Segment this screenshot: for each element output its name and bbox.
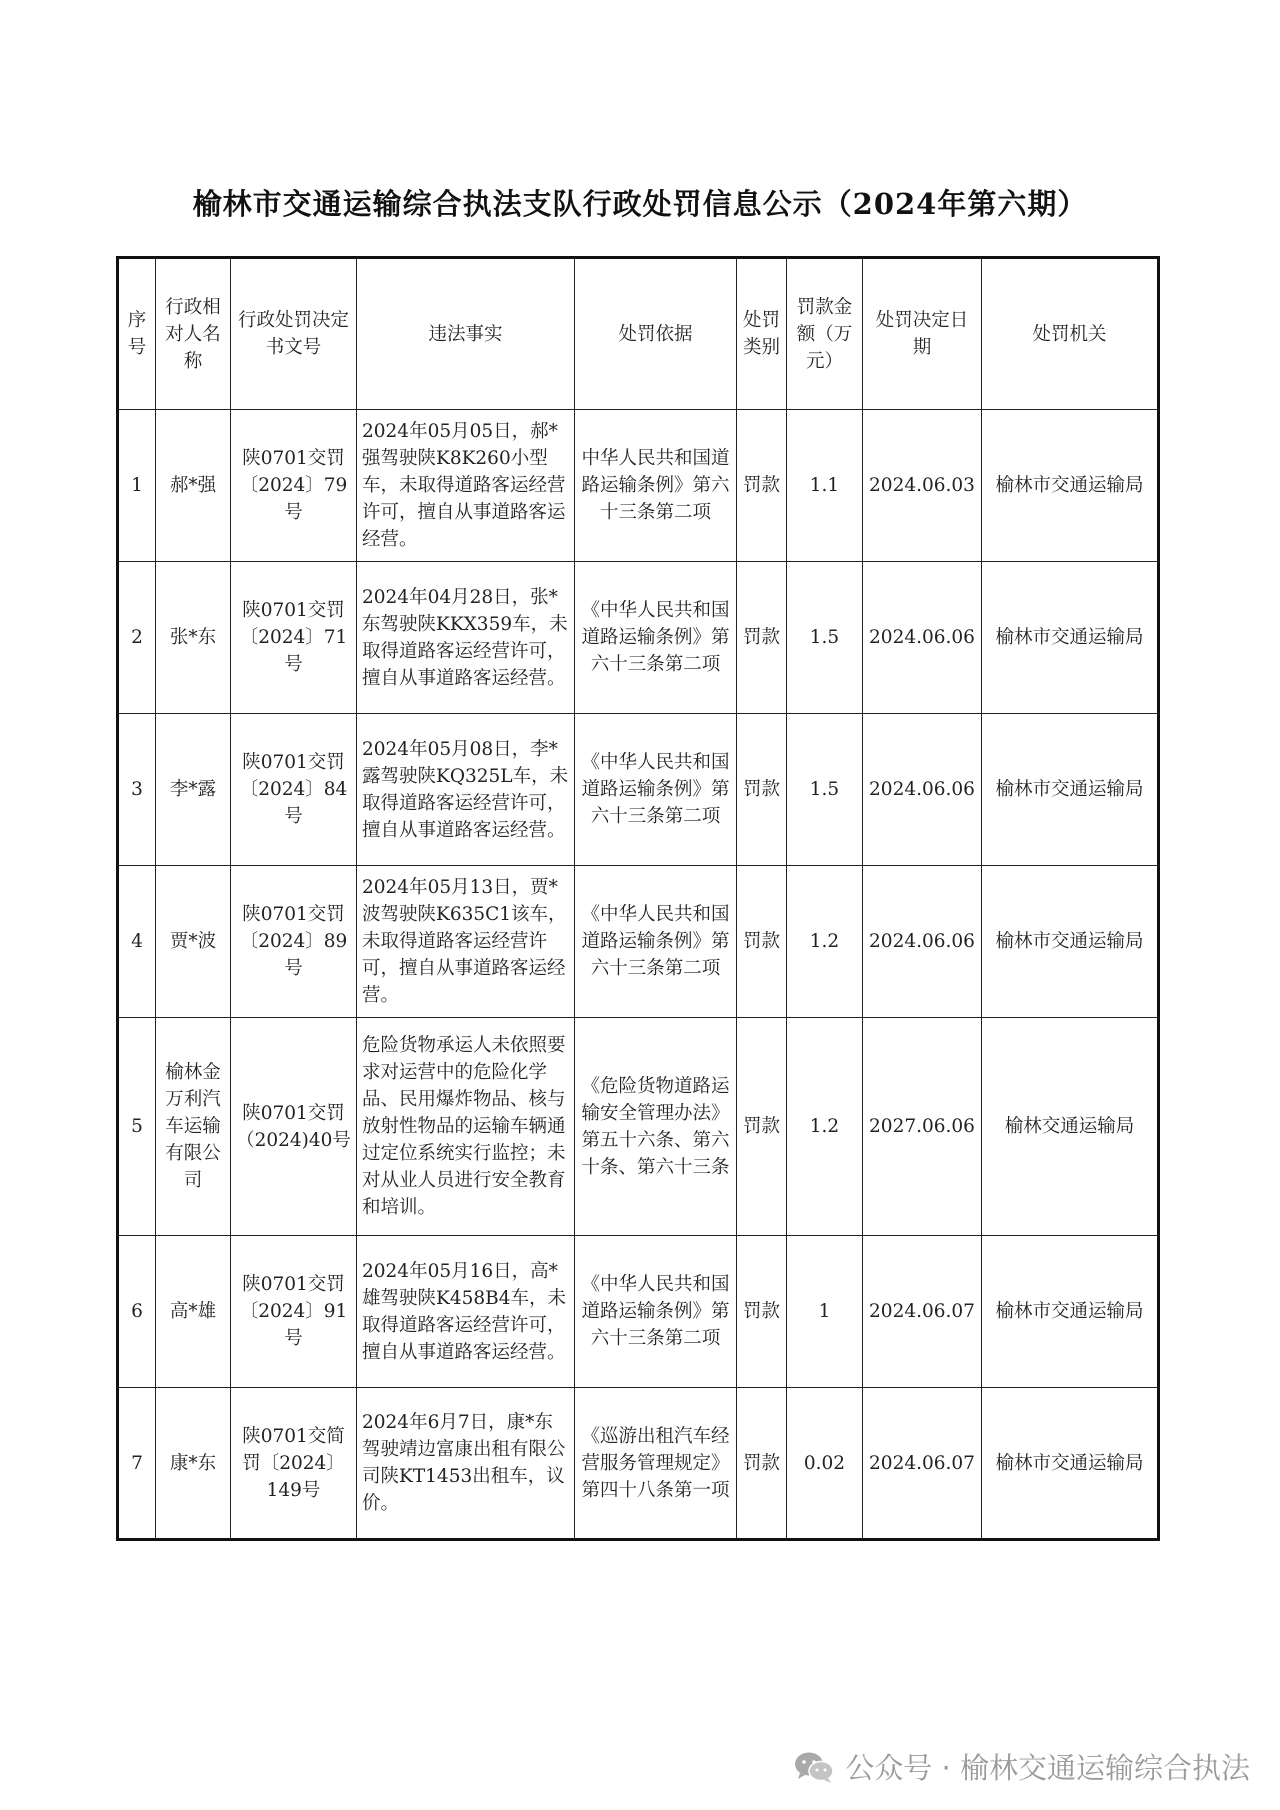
- table-row: [118, 714, 1159, 866]
- header-org: 处罚机关: [982, 258, 1159, 410]
- header-no: 序号: [118, 258, 156, 410]
- cell-name: 贾*波: [156, 866, 231, 1018]
- cell-amount: 1.5: [787, 562, 863, 714]
- cell-type: 罚款: [737, 714, 787, 866]
- cell-no: 6: [118, 1236, 156, 1388]
- header-date: 处罚决定日期: [863, 258, 982, 410]
- cell-fact: 2024年6月7日，康*东驾驶靖边富康出租有限公司陕KT1453出租车，议价。: [357, 1388, 575, 1540]
- wechat-icon: [793, 1750, 835, 1784]
- cell-basis: 《中华人民共和国道路运输条例》第六十三条第二项: [575, 1236, 737, 1388]
- cell-date: 2024.06.07: [863, 1236, 982, 1388]
- header-type: 处罚类别: [737, 258, 787, 410]
- table-row: [118, 1018, 1159, 1236]
- cell-fact: 2024年05月13日，贾*波驾驶陕K635C1该车，未取得道路客运经营许可，擅自从事道路客运经营。: [357, 866, 575, 1018]
- cell-basis: 《中华人民共和国道路运输条例》第六十三条第二项: [575, 562, 737, 714]
- cell-type: 罚款: [737, 1018, 787, 1236]
- cell-no: 5: [118, 1018, 156, 1236]
- cell-doc: 陕0701交罚〔2024〕84号: [231, 714, 357, 866]
- cell-type: 罚款: [737, 562, 787, 714]
- cell-fact: 危险货物承运人未依照要求对运营中的危险化学品、民用爆炸物品、核与放射性物品的运输车辆通过定位系统实行监控；未对从业人员进行安全教育和培训。: [357, 1018, 575, 1236]
- cell-type: 罚款: [737, 866, 787, 1018]
- table-row: [118, 410, 1159, 562]
- cell-date: 2024.06.06: [863, 714, 982, 866]
- cell-no: 2: [118, 562, 156, 714]
- cell-name: 张*东: [156, 562, 231, 714]
- cell-fact: 2024年05月08日，李*露驾驶陕KQ325L车，未取得道路客运经营许可，擅自从事道路客运经营。: [357, 714, 575, 866]
- cell-doc: 陕0701交罚〔2024〕89号: [231, 866, 357, 1018]
- cell-type: 罚款: [737, 1388, 787, 1540]
- page-title: 榆林市交通运输综合执法支队行政处罚信息公示（2024年第六期）: [192, 187, 1088, 221]
- table-row: [118, 1388, 1159, 1540]
- cell-fact: 2024年04月28日，张*东驾驶陕KKX359车，未取得道路客运经营许可，擅自从事道路客运经营。: [357, 562, 575, 714]
- cell-basis: 中华人民共和国道路运输条例》第六十三条第二项: [575, 410, 737, 562]
- cell-no: 3: [118, 714, 156, 866]
- header-row: [118, 258, 1159, 410]
- cell-name: 李*露: [156, 714, 231, 866]
- cell-fact: 2024年05月05日，郝*强驾驶陕K8K260小型车，未取得道路客运经营许可，擅自从事道路客运经营。: [357, 410, 575, 562]
- cell-name: 榆林金万利汽车运输有限公司: [156, 1018, 231, 1236]
- cell-amount: 1.2: [787, 866, 863, 1018]
- cell-org: 榆林市交通运输局: [982, 714, 1159, 866]
- cell-doc: 陕0701交罚（2024)40号: [231, 1018, 357, 1236]
- cell-no: 1: [118, 410, 156, 562]
- cell-type: 罚款: [737, 410, 787, 562]
- cell-org: 榆林市交通运输局: [982, 1236, 1159, 1388]
- cell-date: 2027.06.06: [863, 1018, 982, 1236]
- cell-date: 2024.06.06: [863, 866, 982, 1018]
- cell-org: 榆林市交通运输局: [982, 866, 1159, 1018]
- cell-amount: 1: [787, 1236, 863, 1388]
- table-row: [118, 1236, 1159, 1388]
- table-row: [118, 562, 1159, 714]
- cell-basis: 《巡游出租汽车经营服务管理规定》第四十八条第一项: [575, 1388, 737, 1540]
- watermark-text: 公众号 · 榆林交通运输综合执法: [845, 1751, 1250, 1785]
- table-row: [118, 866, 1159, 1018]
- cell-doc: 陕0701交罚〔2024〕79号: [231, 410, 357, 562]
- cell-no: 4: [118, 866, 156, 1018]
- cell-type: 罚款: [737, 1236, 787, 1388]
- cell-amount: 0.02: [787, 1388, 863, 1540]
- cell-amount: 1.2: [787, 1018, 863, 1236]
- cell-amount: 1.1: [787, 410, 863, 562]
- header-doc: 行政处罚决定书文号: [231, 258, 357, 410]
- cell-org: 榆林市交通运输局: [982, 1388, 1159, 1540]
- header-basis: 处罚依据: [575, 258, 737, 410]
- cell-no: 7: [118, 1388, 156, 1540]
- cell-org: 榆林市交通运输局: [982, 562, 1159, 714]
- cell-name: 康*东: [156, 1388, 231, 1540]
- penalty-table: [116, 256, 1160, 1541]
- cell-amount: 1.5: [787, 714, 863, 866]
- cell-org: 榆林市交通运输局: [982, 410, 1159, 562]
- cell-basis: 《危险货物道路运输安全管理办法》第五十六条、第六十条、第六十三条: [575, 1018, 737, 1236]
- watermark: [793, 1746, 1250, 1787]
- cell-org: 榆林交通运输局: [982, 1018, 1159, 1236]
- cell-name: 郝*强: [156, 410, 231, 562]
- header-name: 行政相对人名称: [156, 258, 231, 410]
- cell-fact: 2024年05月16日，高*雄驾驶陕K458B4车，未取得道路客运经营许可，擅自从事道路客运经营。: [357, 1236, 575, 1388]
- cell-doc: 陕0701交罚〔2024〕91号: [231, 1236, 357, 1388]
- header-amount: 罚款金额（万元）: [787, 258, 863, 410]
- cell-doc: 陕0701交罚〔2024〕71号: [231, 562, 357, 714]
- cell-basis: 《中华人民共和国道路运输条例》第六十三条第二项: [575, 866, 737, 1018]
- cell-date: 2024.06.03: [863, 410, 982, 562]
- cell-basis: 《中华人民共和国道路运输条例》第六十三条第二项: [575, 714, 737, 866]
- cell-name: 高*雄: [156, 1236, 231, 1388]
- cell-date: 2024.06.07: [863, 1388, 982, 1540]
- cell-doc: 陕0701交简罚〔2024〕149号: [231, 1388, 357, 1540]
- header-fact: 违法事实: [357, 258, 575, 410]
- cell-date: 2024.06.06: [863, 562, 982, 714]
